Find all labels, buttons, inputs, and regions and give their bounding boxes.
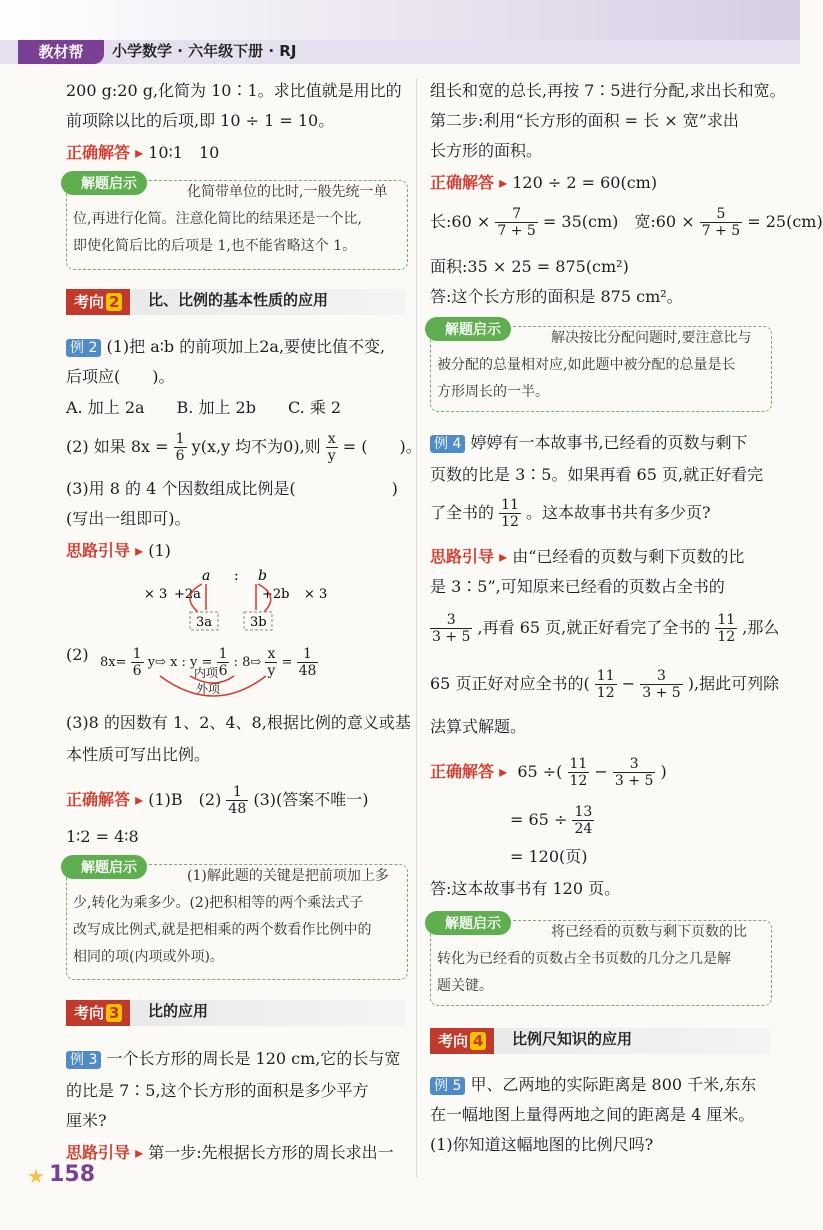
tip-badge: 解题启示 [425, 317, 511, 341]
column-divider [416, 78, 417, 1178]
example-tag: 例 2 [66, 339, 101, 357]
text-line: 1∶2 = 4∶8 [66, 827, 139, 846]
tip-text: 将已经看的页数与剩下页数的比 [551, 924, 747, 940]
tip-badge: 解题启示 [61, 171, 147, 195]
answer-line: = 120(页) [510, 847, 588, 866]
tip-box [66, 176, 408, 270]
fraction: $\frac{x}{y}$ [327, 431, 336, 464]
diagram-3b: 3b [250, 615, 267, 630]
section-title: 比的应用 [148, 1002, 209, 1020]
text-line: (3)8 的因数有 1、2、4、8,根据比例的意义或基 [66, 713, 411, 732]
diagram-a: a [202, 568, 211, 584]
tip-box [430, 916, 772, 1006]
diagram-b: b [258, 568, 267, 584]
diagram-times3-right: × 3 [304, 587, 328, 602]
text-line: 组长和宽的总长,再按 7∶5进行分配,求出长和宽。 [430, 81, 786, 100]
tip-text: 题关键。 [437, 978, 493, 994]
tip-box [66, 860, 408, 980]
example-tag: 例 4 [430, 435, 465, 453]
book-title: 小学数学 · 六年级下册 · RJ [112, 42, 297, 60]
tip-badge: 解题启示 [61, 855, 147, 879]
example-tag: 例 3 [66, 1051, 101, 1069]
text-line: (1)把 a∶b 的前项加上2a,要使比值不变, [106, 337, 386, 356]
page-footer [28, 1162, 95, 1187]
text-line: (1)你知道这幅地图的比例尺吗? [430, 1135, 654, 1154]
outer-terms-label: 外项 [196, 682, 221, 696]
text-line: 在一幅地图上量得两地之间的距离是 4 厘米。 [430, 1105, 755, 1124]
answer-line: = 65 ÷ $\frac{13}{24}$ [510, 804, 593, 837]
length-width-line: 长:60 × $\frac{7}{7 + 5}$ = 35(cm) 宽:60 × $\frac{5}{7 + 5}$ = 25(cm) [430, 206, 823, 239]
options-line: A. 加上 2a B. 加上 2b C. 乘 2 [66, 398, 342, 417]
diagram-plus2b: +2b [262, 587, 290, 602]
answer-label: 正确解答 [66, 790, 131, 809]
tip-badge: 解题启示 [425, 911, 511, 935]
tip-text: 少,转化为乘多少。(2)把积相等的两个乘法式子 [73, 895, 364, 911]
brand-logo: 教材帮 [18, 40, 104, 64]
answer-line: 正确解答 ▸ 65 ÷( $\frac{11}{12}$ − $\frac{3}{3 + 5}$ ) [430, 756, 667, 789]
text-line: 面积:35 × 25 = 875(cm²) [430, 257, 629, 276]
section-header: 考向 3 比的应用 [66, 1000, 406, 1026]
tip-text: 被分配的总量相对应,如此题中被分配的总量是长 [437, 357, 736, 373]
tip-text: 相同的项(内项或外项)。 [73, 949, 224, 965]
diagram-times3-left: × 3 [144, 587, 168, 602]
tip-text: (1)解此题的关键是把前项加上多 [187, 868, 389, 884]
tip-text: 方形周长的一半。 [437, 384, 549, 400]
ratio-diagram [130, 566, 350, 632]
answer-text: 10∶1 10 [148, 143, 220, 162]
section-label: 考向 [74, 293, 105, 311]
answer-label: 正确解答 [66, 143, 131, 162]
section-header [66, 289, 406, 315]
text-line: 的比是 7∶5,这个长方形的面积是多少平方 [66, 1081, 369, 1100]
section-header: 考向 4 比例尺知识的应用 [430, 1028, 770, 1054]
tip-box [430, 322, 772, 412]
example-tag: 例 5 [430, 1077, 465, 1095]
section-number: 2 [106, 293, 122, 311]
tip-text: 即使化简后比的后项是 1,也不能省略这个 1。 [73, 238, 357, 254]
text-line: 200 g:20 g,化简为 10∶1。求比值就是用比的 [66, 81, 402, 100]
text-line: $\frac{3}{3 + 5}$ ,再看 65 页,就正好看完了全书的 $\frac{11}{12}$ ,那么 [432, 612, 780, 645]
page-number: 158 [49, 1162, 96, 1187]
inner-terms-label: 内项 [194, 666, 219, 680]
text-segment: (2) 如果 8x = [66, 437, 169, 456]
text-line: 一个长方形的周长是 120 cm,它的长与宽 [106, 1049, 401, 1068]
guide-label: 思路引导 [430, 547, 495, 566]
text-line: 长方形的面积。 [430, 141, 543, 160]
text-line: 厘米? [66, 1111, 107, 1130]
text-line: 是 3∶5”,可知原来已经看的页数占全书的 [430, 577, 725, 596]
text-line: 后项应( )。 [66, 367, 175, 386]
tip-text: 转化为已经看的页数占全书页数的几分之几是解 [437, 951, 731, 967]
text-line: 答:这个长方形的面积是 875 cm²。 [430, 287, 683, 306]
tip-text: 位,再进行化简。注意化简比的结果还是一个比, [73, 211, 362, 227]
section-title: 比、比例的基本性质的应用 [148, 291, 329, 309]
text-line: 答:这本故事书有 120 页。 [430, 879, 621, 898]
guide-label: 思路引导 [66, 1143, 131, 1162]
diagram-plus2a: +2a [174, 587, 201, 602]
answer-label: 正确解答 [430, 173, 495, 192]
diagram-3a: 3a [196, 615, 213, 630]
fraction: $\frac{1}{6}$ [175, 431, 185, 464]
tip-text: 解决按比分配问题时,要注意比与 [551, 330, 752, 346]
text-line: 第二步:利用“长方形的面积 = 长 × 宽”求出 [430, 111, 739, 130]
tip-text: 化简带单位的比时,一般先统一单 [187, 184, 388, 200]
text-segment: y(x,y 均不为0),则 [191, 437, 321, 456]
text-line: 了全书的 $\frac{11}{12}$ 。这本故事书共有多少页? [430, 497, 711, 530]
proportion-chain: 8x= $\frac{1}{6}$ y⇨ x : y = $\frac{1}{6}$ : 8⇨ $\frac{x}{y}$ = $\frac{1}{48}$ [100, 646, 317, 679]
guide-label: 思路引导 [66, 541, 131, 560]
text-line: 页数的比是 3∶5。如果再看 65 页,就正好看完 [430, 465, 764, 484]
star-icon [28, 1169, 44, 1185]
text-segment: (1) [148, 541, 171, 560]
text-line: 法算式解题。 [430, 717, 527, 736]
text-segment: 第一步:先根据长方形的周长求出一 [148, 1143, 394, 1162]
guide2-label: (2) [66, 645, 89, 664]
text-segment: = ( )。 [342, 437, 422, 456]
text-line: (3)用 8 的 4 个因数组成比例是( ) [66, 479, 398, 498]
text-line: 前项除以比的后项,即 10 ÷ 1 = 10。 [66, 111, 335, 130]
text-line: 本性质可写出比例。 [66, 745, 211, 764]
text-line: 65 页正好对应全书的( $\frac{11}{12}$ − $\frac{3}{3 + 5}$ ),据此可列除 [430, 668, 780, 701]
diagram-colon: : [234, 568, 239, 584]
tip-text: 改写成比例式,就是把相乘的两个数看作比例中的 [73, 922, 372, 938]
text-line: (写出一组即可)。 [66, 509, 191, 528]
section-title: 比例尺知识的应用 [512, 1030, 633, 1048]
